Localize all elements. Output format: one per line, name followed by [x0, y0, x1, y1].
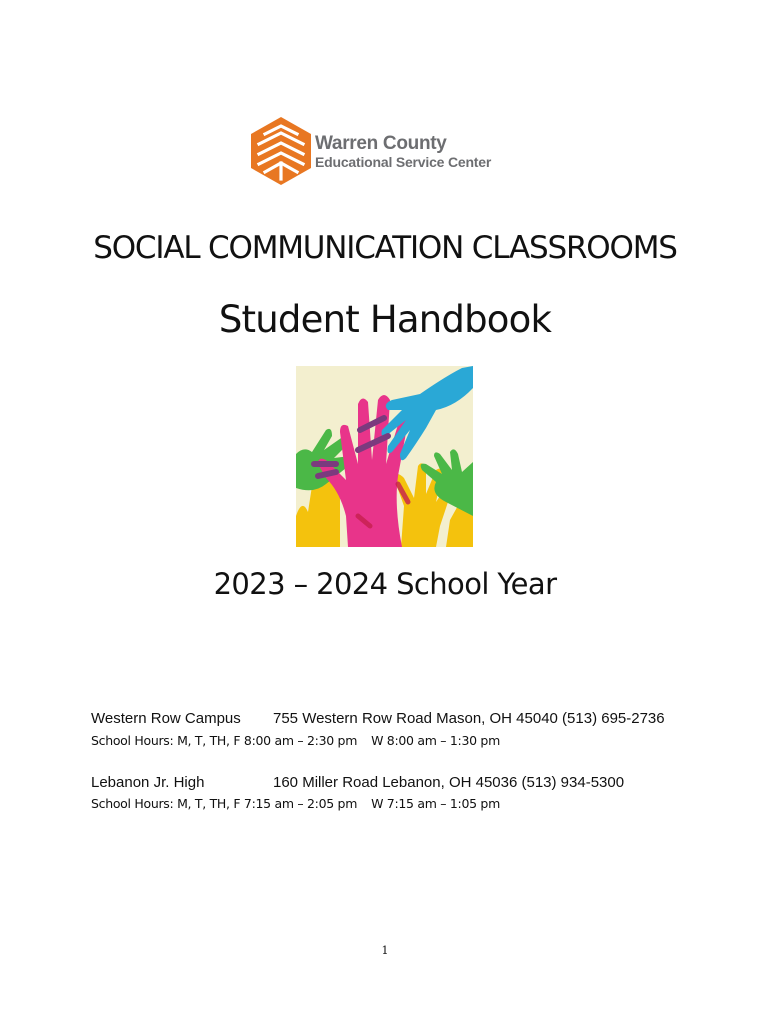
location-name: Western Row Campus: [91, 710, 241, 727]
school-hours: [91, 796, 500, 811]
logo-org-subtitle: Educational Service Center: [315, 154, 492, 170]
hours-wednesday: W 7:15 am – 1:05 pm: [371, 796, 500, 811]
warren-county-esc-logo-mark-icon: [251, 117, 311, 185]
location-address: 755 Western Row Road Mason, OH 45040 (513) 695-2736: [273, 710, 665, 727]
location-address: 160 Miller Road Lebanon, OH 45036 (513) 934-5300: [273, 774, 625, 791]
document-title: Student Handbook: [218, 298, 552, 341]
location-name: Lebanon Jr. High: [91, 774, 205, 791]
program-heading: SOCIAL COMMUNICATION CLASSROOMS: [93, 230, 677, 266]
colorful-raised-hands-illustration-icon: [296, 366, 473, 547]
school-hours: [91, 733, 500, 748]
school-year-heading: 2023 – 2024 School Year: [213, 567, 557, 601]
logo-org-name: Warren County: [315, 133, 447, 154]
hours-main: School Hours: M, T, TH, F 7:15 am – 2:05 pm: [91, 796, 358, 811]
esc-logo: [251, 117, 521, 185]
hours-main: School Hours: M, T, TH, F 8:00 am – 2:30 pm: [91, 733, 358, 748]
hours-wednesday: W 8:00 am – 1:30 pm: [371, 733, 500, 748]
page-number: 1: [381, 944, 389, 957]
